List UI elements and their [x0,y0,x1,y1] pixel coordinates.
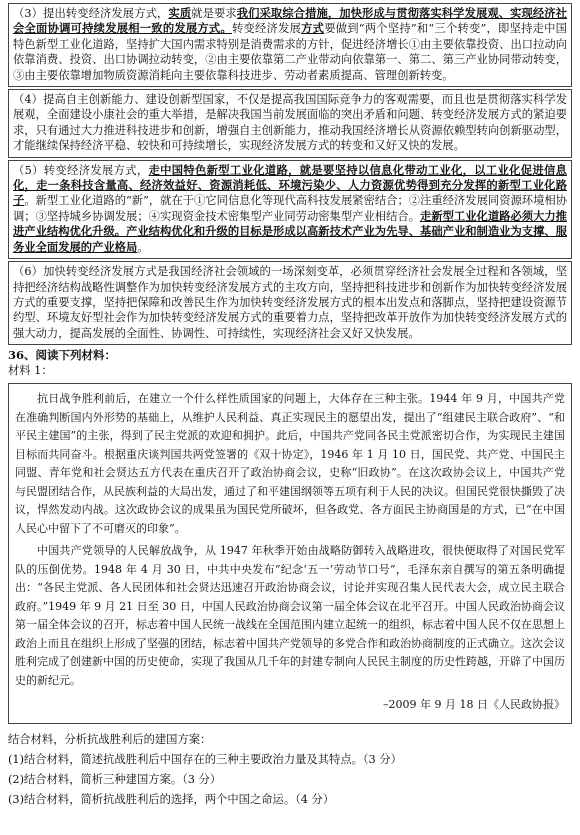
text-segment: 就是要求 [191,7,237,20]
emphasis-text: 方式 [301,21,325,36]
answer-paragraph-3 [13,6,567,83]
question-instruction: 结合材料，分析抗战胜利后的建国方案： [8,732,212,746]
text-segment: 转变经济发展 [231,22,302,36]
text-segment: （3）提出转变经济发展方式， [13,7,169,20]
emphasis-text: 走新型工业化道路必须大力推进产业结构优化升级。产业结构优化和升级的目标是形成以高新技术产业为先导、基础产业和制造业为支撑、服务业全面发展的产业格局 [13,208,567,254]
sub-question-2: (2)结合材料，简析三种建国方案。（3 分） [8,772,222,786]
sub-question-1: (1)结合材料，简述抗战胜利后中国存在的三种主要政治力量及其特点。（3 分） [8,752,402,766]
sub-question-3: (3)结合材料，简析抗战胜利后的选择，两个中国之命运。（4 分） [8,792,335,806]
material-paragraph-2: 中国共产党领导的人民解放战争，从 1947 年秋季开始由战略防御转入战略进攻，很快便取得了对国民党军队的压倒优势。1948 年 4 月 30 日，中共中央发布“纪念‘五一’劳动节口号”，毛泽东亲自撰写的第五条明确提出：“各民主党派、各人民团体和社会贤达迅速召开政治协商会议，讨论并实现召集人民代表大会，成立民主联合政府。”1949 年 9 月 21 日至 30 日，中国人民政治协商会议第一届全体会议在北平召开。中国人民政治协商会议第一届全体会议的召开，标志着中国人民统一战线在全国范围内建立起统一的组织，标志着中国人民不仅在思想上政治上而且在组织上形成了坚强的团结，标志着中国共产党领导的多党合作和政治协商制度的正式确立。这次会议胜利完成了创建新中国的历史使命，实现了我国从几千年的封建专制向人民民主制度的历史性跨越，开辟了中国历史的新纪元。 [15,544,565,687]
material-box [8,383,572,724]
material-source: –2009 年 9 月 18 日《人民政协报》 [383,698,565,712]
text-segment: 要做到“两个坚持”和“三个转变”，即坚持走中国特色新型工业化道路，坚持扩大国内需求特别是消费需求的方针，促进经济增长①由主要依靠投资、出口拉动向依靠消费、投资、出口协调拉动转变，②由主要依靠第二产业带动向依靠第一、第二、第三产业协同带动转变，③由主要依靠增加物质资源消耗向主要依靠科技进步、劳动者素质提高、管理创新转变。 [13,22,567,82]
answer-box-6 [8,261,572,345]
text-segment: 。 [137,240,149,254]
question-heading: 36、阅读下列材料： [8,348,117,363]
material-title: 材料 1： [8,364,53,378]
text-segment: （5）转变经济发展方式， [13,163,149,177]
answer-paragraph-6: （6）加快转变经济发展方式是我国经济社会领域的一场深刻变革，必须贯穿经济社会发展全过程和各领域，坚持把经济结构战略性调整作为加快转变经济发展方式的主攻方向，坚持把科技进步和创新作为加快转变经济发展方式的重要支撑，坚持把保障和改善民生作为加快转变经济发展方式的根本出发点和落脚点，坚持把建设资源节约型、环境友好型社会作为加快转变经济发展方式的重要着力点，坚持把改革开放作为加快转变经济发展方式的强大动力，提高发展的全面性、协调性、可持续性，实现经济社会又好又快发展。 [13,265,567,340]
emphasis-text: 我们采取综合措施，加快形成与贯彻落实科学发展观、实现经济社会全面协调可持续发展相一致的发展方式。 [13,6,567,36]
answer-box-5 [8,160,572,259]
material-paragraph-1: 抗日战争胜利前后，在建立一个什么样性质国家的问题上，大体存在三种主张。1944 年 9 月，中国共产党在准确判断国内外形势的基础上，从维护人民利益、真正实现民主的愿望出发，提出了“组建民主联合政府”、“和平民主建国”的主张，得到了民主党派的欢迎和拥护。此后，中国共产党同各民主党派密切合作，为实现民主建国目标而共同奋斗。根据重庆谈判国共两党签署的《双十协定》，1946 年 1 月 10 日，国民党、共产党、中国民主同盟、青年党和社会贤达五方代表在重庆召开了政治协商会议，史称“旧政协”。在这次政协会议上，中国共产党与民盟团结合作，从民族利益的大局出发，通过了和平建国纲领等五项有利于人民的决议。但国民党很快撕毁了决议，悍然发动内战。这次政协会议的成果虽为国民党所破坏，但各政党、各方面民主协商国是的方式，已“在中国人民心中留下了不可磨灭的印象”。 [15,392,565,535]
answer-box-4 [8,89,572,158]
emphasis-text: 实质 [168,6,192,20]
emphasis-text: 走中国特色新型工业化道路，就是要坚持以信息化带动工业化，以工业化促进信息化，走一条科技含量高、经济效益好、资源消耗低、环境污染少、人力资源优势得到充分发挥的新型工业化路子 [13,162,567,208]
answer-box-3 [8,3,572,87]
text-segment: 。新型工业化道路的“新”，就在于①它同信息化等现代高科技发展紧密结合；②注重经济发展同资源环境相协调；③坚持城乡协调发展；④实现资金技术密集型产业同劳动密集型产业相结合。 [13,194,567,223]
answer-paragraph-4: （4）提高自主创新能力、建设创新型国家，不仅是提高我国国际竞争力的客观需要，而且也是贯彻落实科学发展观，全面建设小康社会的重大举措，是解决我国当前发展面临的突出矛盾和问题、转变经济发展方式的紧迫要求，只有通过大力推进科技进步和创新，增强自主创新能力，推动我国经济增长从资源依赖型转向创新驱动型，才能继续保持经济平稳、较快和可持续增长，实现经济发展方式的转变和又好又快的发展。 [13,93,567,153]
answer-paragraph-5 [13,163,567,255]
